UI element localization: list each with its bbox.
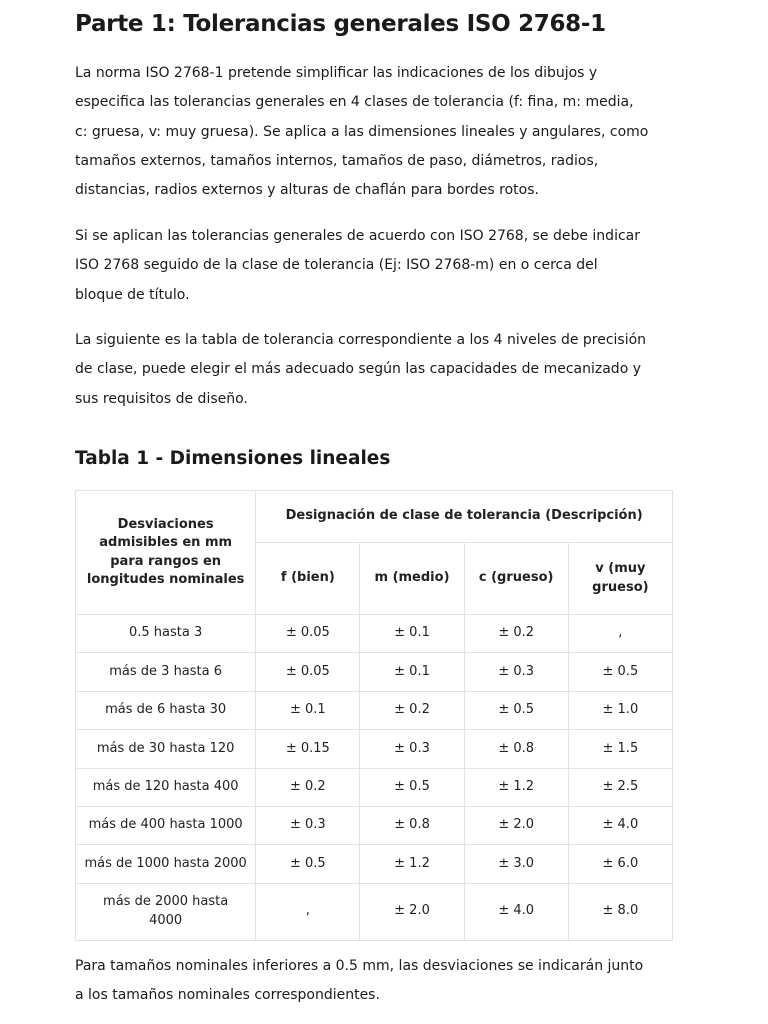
value-cell: ± 6.0 bbox=[568, 845, 672, 883]
range-cell: más de 6 hasta 30 bbox=[76, 691, 256, 729]
value-cell: ± 0.5 bbox=[464, 691, 568, 729]
value-cell: ± 1.5 bbox=[568, 730, 672, 768]
value-cell: ± 0.1 bbox=[360, 653, 464, 691]
header-text-line: grueso) bbox=[592, 579, 649, 595]
value-cell: ± 0.8 bbox=[464, 730, 568, 768]
text-line: distancias, radios externos y alturas de chaflán para bordes rotos. bbox=[75, 182, 539, 199]
range-cell: más de 1000 hasta 2000 bbox=[76, 845, 256, 883]
page-title: Parte 1: Tolerancias generales ISO 2768-1 bbox=[75, 11, 606, 37]
table-row bbox=[76, 883, 673, 940]
text-line: sus requisitos de diseño. bbox=[75, 390, 248, 407]
text-line: bloque de título. bbox=[75, 286, 190, 303]
value-cell: ± 0.2 bbox=[464, 615, 568, 653]
text-line: La norma ISO 2768-1 pretende simplificar las indicaciones de los dibujos y bbox=[75, 65, 598, 81]
value-cell: ± 0.1 bbox=[360, 615, 464, 653]
value-cell: ± 0.5 bbox=[256, 845, 360, 883]
table-heading: Tabla 1 - Dimensiones lineales bbox=[75, 448, 391, 469]
group-header-cell: Designación de clase de tolerancia (Descripción) bbox=[256, 491, 673, 543]
value-cell: ± 0.5 bbox=[568, 653, 672, 691]
range-text-line: 4000 bbox=[149, 912, 183, 928]
value-cell: ± 0.2 bbox=[360, 691, 464, 729]
table-row bbox=[76, 615, 673, 653]
table-intro-paragraph bbox=[75, 326, 673, 414]
value-cell: ± 2.0 bbox=[360, 883, 464, 940]
text-line: Para tamaños nominales inferiores a 0.5 mm, las desviaciones se indicarán junto bbox=[75, 958, 644, 974]
table-row bbox=[76, 845, 673, 883]
value-cell: ± 4.0 bbox=[568, 806, 672, 844]
value-cell: ± 0.3 bbox=[464, 653, 568, 691]
text-line: a los tamaños nominales correspondientes. bbox=[75, 987, 380, 1004]
value-cell: ± 0.5 bbox=[360, 768, 464, 806]
value-cell: ± 1.2 bbox=[464, 768, 568, 806]
header-text-line: longitudes nominales bbox=[86, 572, 245, 587]
value-cell: ± 0.05 bbox=[256, 615, 360, 653]
value-cell: ± 0.2 bbox=[256, 768, 360, 806]
value-cell: ± 0.3 bbox=[360, 730, 464, 768]
table-row bbox=[76, 691, 673, 729]
column-header-f: f (bien) bbox=[256, 543, 360, 615]
value-cell: , bbox=[256, 883, 360, 940]
range-cell: 0.5 hasta 3 bbox=[76, 615, 256, 653]
table-row bbox=[76, 768, 673, 806]
column-header-c: c (grueso) bbox=[464, 543, 568, 615]
usage-paragraph bbox=[75, 222, 673, 310]
tolerance-table bbox=[75, 490, 673, 941]
range-cell bbox=[76, 883, 256, 940]
footnote-paragraph bbox=[75, 952, 673, 1011]
row-header-cell bbox=[76, 491, 256, 615]
value-cell: ± 0.05 bbox=[256, 653, 360, 691]
value-cell: ± 4.0 bbox=[464, 883, 568, 940]
value-cell: ± 0.3 bbox=[256, 806, 360, 844]
text-line: de clase, puede elegir el más adecuado según las capacidades de mecanizado y bbox=[75, 361, 641, 378]
value-cell: ± 3.0 bbox=[464, 845, 568, 883]
range-cell: más de 400 hasta 1000 bbox=[76, 806, 256, 844]
text-line: c: gruesa, v: muy gruesa). Se aplica a las dimensiones lineales y angulares, como bbox=[75, 123, 649, 140]
range-text-line: más de 2000 hasta bbox=[103, 894, 229, 910]
header-text-line: v (muy bbox=[595, 561, 646, 576]
text-line: tamaños externos, tamaños internos, tamaños de paso, diámetros, radios, bbox=[75, 152, 599, 169]
value-cell: ± 0.1 bbox=[256, 691, 360, 729]
range-cell: más de 3 hasta 6 bbox=[76, 653, 256, 691]
value-cell: ± 2.5 bbox=[568, 768, 672, 806]
header-text-line: para rangos en bbox=[110, 553, 222, 569]
text-line: ISO 2768 seguido de la clase de tolerancia (Ej: ISO 2768-m) en o cerca del bbox=[75, 257, 598, 274]
value-cell: ± 0.15 bbox=[256, 730, 360, 768]
table-header-row bbox=[76, 491, 673, 543]
column-header-m: m (medio) bbox=[360, 543, 464, 615]
intro-paragraph bbox=[75, 59, 673, 205]
table-row bbox=[76, 653, 673, 691]
text-line: especifica las tolerancias generales en 4 clases de tolerancia (f: fina, m: media, bbox=[75, 94, 634, 111]
value-cell: ± 2.0 bbox=[464, 806, 568, 844]
value-cell: ± 1.2 bbox=[360, 845, 464, 883]
table-row bbox=[76, 730, 673, 768]
text-line: Si se aplican las tolerancias generales de acuerdo con ISO 2768, se debe indicar bbox=[75, 228, 640, 244]
value-cell: , bbox=[568, 615, 672, 653]
header-text-line: admisibles en mm bbox=[99, 535, 233, 550]
table-row bbox=[76, 806, 673, 844]
value-cell: ± 8.0 bbox=[568, 883, 672, 940]
range-cell: más de 30 hasta 120 bbox=[76, 730, 256, 768]
header-text-line: Desviaciones bbox=[117, 516, 214, 532]
column-header-v bbox=[568, 543, 672, 615]
range-cell: más de 120 hasta 400 bbox=[76, 768, 256, 806]
text-line: La siguiente es la tabla de tolerancia correspondiente a los 4 niveles de precisión bbox=[75, 332, 647, 348]
value-cell: ± 1.0 bbox=[568, 691, 672, 729]
value-cell: ± 0.8 bbox=[360, 806, 464, 844]
